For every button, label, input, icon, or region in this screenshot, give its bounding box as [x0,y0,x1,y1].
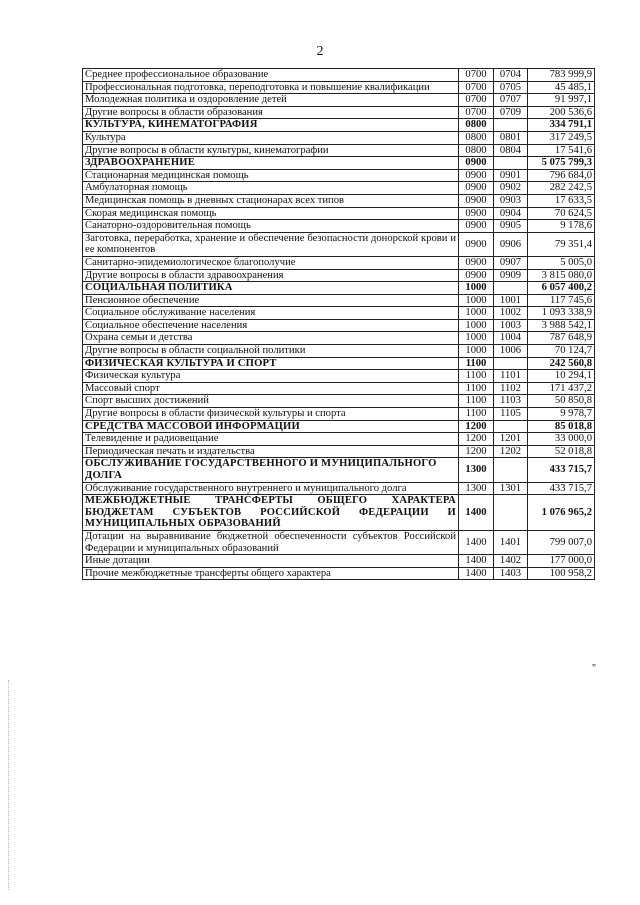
subsection-code-cell: 1105 [494,408,528,421]
section-code-cell: 0700 [459,94,494,107]
section-code-cell: 1200 [459,420,494,433]
subsection-code-cell: 1002 [494,307,528,320]
row-name-cell: СРЕДСТВА МАССОВОЙ ИНФОРМАЦИИ [83,420,459,433]
subsection-code-cell: 0707 [494,94,528,107]
subsection-code-cell: 1102 [494,382,528,395]
table-row [83,131,595,144]
amount-cell: 1 076 965,2 [528,495,595,531]
row-name-cell: Спорт высших достижений [83,395,459,408]
subsection-code-cell: 1006 [494,345,528,358]
amount-cell: 79 351,4 [528,232,595,256]
section-code-cell: 0900 [459,232,494,256]
section-code-cell: 0900 [459,220,494,233]
subsection-code-cell: 1403 [494,567,528,580]
row-name-cell: ЗДРАВООХРАНЕНИЕ [83,157,459,170]
amount-cell: 9 178,6 [528,220,595,233]
table-row [83,445,595,458]
subsection-code-cell: 0705 [494,81,528,94]
amount-cell: 5 075 799,3 [528,157,595,170]
subsection-code-cell: 0804 [494,144,528,157]
amount-cell: 33 000,0 [528,433,595,446]
amount-cell: 52 018,8 [528,445,595,458]
section-row [83,282,595,295]
section-code-cell: 1300 [459,458,494,482]
row-name-cell: Среднее профессиональное образование [83,69,459,82]
section-code-cell: 0800 [459,119,494,132]
amount-cell: 70 124,7 [528,345,595,358]
amount-cell: 117 745,6 [528,294,595,307]
subsection-code-cell: 0909 [494,269,528,282]
row-name-cell: Другие вопросы в области здравоохранения [83,269,459,282]
amount-cell: 1 093 338,9 [528,307,595,320]
row-name-cell: Пенсионное обеспечение [83,294,459,307]
row-name-cell: Санитарно-эпидемиологическое благополучие [83,256,459,269]
amount-cell: 799 007,0 [528,530,595,554]
section-code-cell: 1100 [459,382,494,395]
amount-cell: 177 000,0 [528,555,595,568]
amount-cell: 282 242,5 [528,182,595,195]
amount-cell: 433 715,7 [528,482,595,495]
row-name-cell: Другие вопросы в области культуры, кинематографии [83,144,459,157]
amount-cell: 17 633,5 [528,194,595,207]
section-code-cell: 1100 [459,408,494,421]
amount-cell: 45 485,1 [528,81,595,94]
table-row [83,555,595,568]
row-name-cell: Другие вопросы в области образования [83,106,459,119]
subsection-code-cell: 0709 [494,106,528,119]
subsection-code-cell: 0904 [494,207,528,220]
section-row [83,119,595,132]
table-row [83,345,595,358]
section-code-cell: 0700 [459,106,494,119]
row-name-cell: Другие вопросы в области социальной политики [83,345,459,358]
row-name-cell: Охрана семьи и детства [83,332,459,345]
table-row [83,232,595,256]
budget-table-body [83,69,595,580]
section-code-cell: 1100 [459,370,494,383]
subsection-code-cell [494,157,528,170]
row-name-cell: Культура [83,131,459,144]
table-row [83,294,595,307]
row-name-cell: Амбулаторная помощь [83,182,459,195]
amount-cell: 3 815 080,0 [528,269,595,282]
row-name-cell: Другие вопросы в области физической культуры и спорта [83,408,459,421]
table-row [83,106,595,119]
subsection-code-cell: 1101 [494,370,528,383]
table-row [83,482,595,495]
table-row [83,144,595,157]
row-name-cell: ОБСЛУЖИВАНИЕ ГОСУДАРСТВЕННОГО И МУНИЦИПАЛЬНОГО ДОЛГА [83,458,459,482]
subsection-code-cell [494,420,528,433]
row-name-cell: Медицинская помощь в дневных стационарах всех типов [83,194,459,207]
section-row [83,495,595,531]
margin-scan-artifact [8,680,11,890]
row-name-cell: Периодическая печать и издательства [83,445,459,458]
table-row [83,530,595,554]
subsection-code-cell [494,282,528,295]
amount-cell: 317 249,5 [528,131,595,144]
amount-cell: 433 715,7 [528,458,595,482]
row-name-cell: Дотации на выравнивание бюджетной обеспеченности субъектов Российской Федерации и муниципальных образований [83,530,459,554]
section-code-cell: 1000 [459,319,494,332]
row-name-cell: Обслуживание государственного внутреннего и муниципального долга [83,482,459,495]
table-row [83,319,595,332]
row-name-cell: Телевидение и радиовещание [83,433,459,446]
section-code-cell: 1100 [459,357,494,370]
section-code-cell: 1000 [459,294,494,307]
amount-cell: 17 541,6 [528,144,595,157]
section-code-cell: 1400 [459,530,494,554]
section-code-cell: 0800 [459,131,494,144]
budget-table [82,68,595,580]
amount-cell: 100 958,2 [528,567,595,580]
table-row [83,332,595,345]
row-name-cell: Скорая медицинская помощь [83,207,459,220]
row-name-cell: МЕЖБЮДЖЕТНЫЕ ТРАНСФЕРТЫ ОБЩЕГО ХАРАКТЕРА БЮДЖЕТАМ СУБЪЕКТОВ РОССИЙСКОЙ ФЕДЕРАЦИИ И МУНИЦИПАЛЬНЫХ ОБРАЗОВАНИЙ [83,495,459,531]
row-name-cell: Санаторно-оздоровительная помощь [83,220,459,233]
table-row [83,169,595,182]
table-row [83,182,595,195]
section-code-cell: 0900 [459,207,494,220]
section-row [83,420,595,433]
row-name-cell: Физическая культура [83,370,459,383]
row-name-cell: Массовый спорт [83,382,459,395]
subsection-code-cell [494,357,528,370]
table-row [83,207,595,220]
subsection-code-cell: 1001 [494,294,528,307]
table-row [83,220,595,233]
table-row [83,256,595,269]
section-code-cell: 1200 [459,433,494,446]
subsection-code-cell: 0901 [494,169,528,182]
section-code-cell: 1000 [459,345,494,358]
table-row [83,269,595,282]
section-row [83,157,595,170]
row-name-cell: Социальное обслуживание населения [83,307,459,320]
section-code-cell: 1400 [459,555,494,568]
row-name-cell: КУЛЬТУРА, КИНЕМАТОГРАФИЯ [83,119,459,132]
row-name-cell: Прочие межбюджетные трансферты общего характера [83,567,459,580]
row-name-cell: ФИЗИЧЕСКАЯ КУЛЬТУРА И СПОРТ [83,357,459,370]
subsection-code-cell: 1202 [494,445,528,458]
subsection-code-cell [494,119,528,132]
section-code-cell: 0900 [459,269,494,282]
row-name-cell: Заготовка, переработка, хранение и обеспечение безопасности донорской крови и ее компонентов [83,232,459,256]
row-name-cell: Иные дотации [83,555,459,568]
subsection-code-cell: 1201 [494,433,528,446]
amount-cell: 5 005,0 [528,256,595,269]
table-row [83,395,595,408]
section-code-cell: 0800 [459,144,494,157]
table-row [83,433,595,446]
subsection-code-cell: 0906 [494,232,528,256]
subsection-code-cell: 1103 [494,395,528,408]
section-code-cell: 0900 [459,169,494,182]
subsection-code-cell: 1401 [494,530,528,554]
table-row [83,194,595,207]
amount-cell: 783 999,9 [528,69,595,82]
section-code-cell: 1400 [459,567,494,580]
section-code-cell: 0900 [459,182,494,195]
subsection-code-cell: 0905 [494,220,528,233]
table-row [83,307,595,320]
amount-cell: 242 560,8 [528,357,595,370]
table-row [83,69,595,82]
section-code-cell: 1200 [459,445,494,458]
amount-cell: 50 850,8 [528,395,595,408]
section-code-cell: 1100 [459,395,494,408]
amount-cell: 3 988 542,1 [528,319,595,332]
row-name-cell: Социальное обеспечение населения [83,319,459,332]
section-code-cell: 1000 [459,307,494,320]
section-code-cell: 1000 [459,332,494,345]
section-code-cell: 0900 [459,157,494,170]
amount-cell: 10 294,1 [528,370,595,383]
section-code-cell: 1000 [459,282,494,295]
row-name-cell: Профессиональная подготовка, переподготовка и повышение квалификации [83,81,459,94]
section-row [83,357,595,370]
section-code-cell: 0700 [459,81,494,94]
section-code-cell: 0900 [459,256,494,269]
row-name-cell: СОЦИАЛЬНАЯ ПОЛИТИКА [83,282,459,295]
amount-cell: 9 978,7 [528,408,595,421]
subsection-code-cell: 0903 [494,194,528,207]
amount-cell: 796 684,0 [528,169,595,182]
closing-quote-mark: " [592,663,597,674]
subsection-code-cell: 1004 [494,332,528,345]
subsection-code-cell [494,458,528,482]
subsection-code-cell: 1402 [494,555,528,568]
subsection-code-cell: 0907 [494,256,528,269]
table-row [83,408,595,421]
table-row [83,567,595,580]
section-code-cell: 0900 [459,194,494,207]
row-name-cell: Стационарная медицинская помощь [83,169,459,182]
table-row [83,81,595,94]
table-row [83,382,595,395]
table-row [83,370,595,383]
table-row [83,94,595,107]
section-code-cell: 1300 [459,482,494,495]
row-name-cell: Молодежная политика и оздоровление детей [83,94,459,107]
amount-cell: 334 791,1 [528,119,595,132]
amount-cell: 91 997,1 [528,94,595,107]
amount-cell: 85 018,8 [528,420,595,433]
subsection-code-cell: 0704 [494,69,528,82]
amount-cell: 70 624,5 [528,207,595,220]
subsection-code-cell [494,495,528,531]
subsection-code-cell: 0801 [494,131,528,144]
amount-cell: 200 536,6 [528,106,595,119]
amount-cell: 6 057 400,2 [528,282,595,295]
amount-cell: 787 648,9 [528,332,595,345]
subsection-code-cell: 1301 [494,482,528,495]
section-row [83,458,595,482]
subsection-code-cell: 0902 [494,182,528,195]
subsection-code-cell: 1003 [494,319,528,332]
page-number: 2 [316,44,324,59]
section-code-cell: 1400 [459,495,494,531]
amount-cell: 171 437,2 [528,382,595,395]
section-code-cell: 0700 [459,69,494,82]
